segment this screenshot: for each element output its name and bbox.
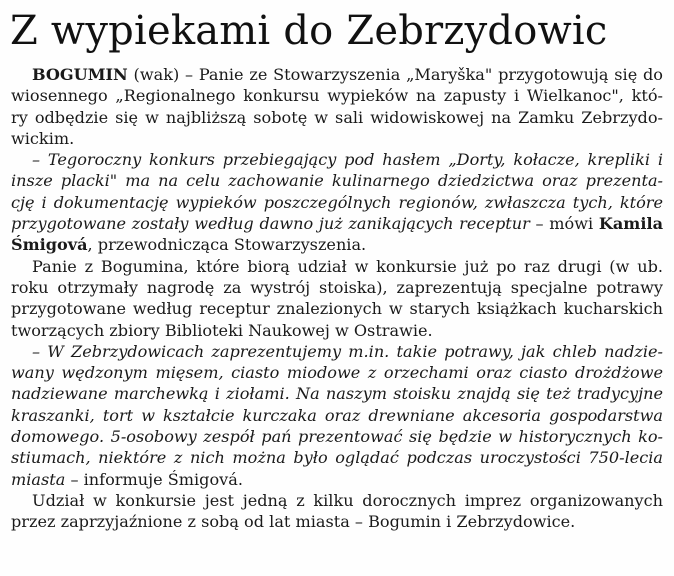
article-line bbox=[11, 469, 663, 490]
text-run: kraszanki, tort w kształcie kurczaka oraz drewniane akcesoria gospodarstwa bbox=[11, 405, 663, 425]
article-paragraph bbox=[11, 64, 663, 149]
text-run: (wak) – Panie ze Stowarzyszenia „Maryška" przygotowują się do bbox=[127, 65, 663, 84]
article-line bbox=[11, 170, 663, 191]
article-line bbox=[11, 149, 663, 170]
bold-text: BOGUMIN bbox=[32, 65, 128, 84]
text-run: wiosennego „Regionalnego konkursu wypieków na zapusty i Wielkanoc", któ- bbox=[11, 86, 663, 106]
text-run: przygotowane zostały według dawno już zanikających receptur bbox=[11, 214, 530, 234]
text-run: , przewodnicząca Stowarzyszenia. bbox=[87, 235, 367, 255]
article-line bbox=[11, 234, 663, 255]
text-run: – informuje Śmigová. bbox=[65, 469, 243, 489]
text-run: wickim. bbox=[11, 128, 75, 148]
article-line bbox=[11, 298, 663, 319]
article-paragraph bbox=[11, 256, 663, 341]
article-line bbox=[11, 341, 663, 362]
article-line bbox=[11, 511, 663, 532]
article-line bbox=[11, 447, 663, 468]
bold-text: Śmigová bbox=[11, 235, 88, 255]
article-line bbox=[11, 277, 663, 298]
article-line bbox=[11, 85, 663, 106]
text-run: stiumach, niektóre z nich można było oglądać podczas uroczystości 750-lecia bbox=[11, 448, 663, 468]
text-run: ry odbędzie się w najbliższą sobotę w sali widowiskowej na Zamku Zebrzydo- bbox=[11, 107, 663, 127]
text-run: Udział w konkursie jest jedną z kilku dorocznych imprez organizowanych bbox=[32, 490, 663, 510]
text-run: przygotowane według receptur znalezionych w starych książkach kucharskich bbox=[11, 299, 663, 319]
article-line bbox=[11, 405, 663, 426]
article-headline: Z wypiekami do Zebrzydowic bbox=[10, 8, 608, 54]
article-line bbox=[11, 256, 663, 277]
text-run: – Tegoroczny konkurs przebiegający pod hasłem „Dorty, kołacze, krepliki i bbox=[32, 150, 663, 170]
text-run: miasta bbox=[11, 469, 66, 489]
article-line bbox=[11, 490, 663, 511]
text-run: Panie z Bogumina, które biorą udział w konkursie już po raz drugi (w ub. bbox=[32, 256, 663, 276]
article-line bbox=[11, 426, 663, 447]
text-run: tworzących zbiory Biblioteki Naukowej w Ostrawie. bbox=[11, 320, 433, 340]
article-line bbox=[11, 128, 663, 149]
text-run: przez zaprzyjaźnione z sobą od lat miasta – Bogumin i Zebrzydowice. bbox=[11, 512, 576, 532]
article-line bbox=[11, 383, 663, 404]
article-paragraph bbox=[11, 490, 663, 533]
article-line bbox=[11, 107, 663, 128]
article-paragraph bbox=[11, 341, 663, 490]
text-run: – mówi bbox=[529, 214, 599, 234]
article-paragraph bbox=[11, 149, 663, 255]
article-body bbox=[11, 64, 663, 533]
article-line bbox=[11, 192, 663, 213]
bold-text: Kamila bbox=[598, 214, 663, 234]
text-run: insze placki" ma na celu zachowanie kulinarnego dziedzictwa oraz prezenta- bbox=[11, 171, 663, 191]
article-line bbox=[11, 320, 663, 341]
article-line bbox=[11, 213, 663, 234]
text-run: roku otrzymały nagrodę za wystrój stoiska), zaprezentują specjalne potrawy bbox=[11, 277, 663, 297]
article-line bbox=[11, 362, 663, 383]
text-run: wany wędzonym mięsem, ciasto miodowe z orzechami oraz ciasto drożdżowe bbox=[11, 363, 663, 383]
text-run: cję i dokumentację wypieków poszczególnych regionów, zwłaszcza tych, które bbox=[11, 192, 663, 212]
text-run: domowego. 5-osobowy zespół pań prezentować się będzie w historycznych ko- bbox=[11, 427, 663, 447]
text-run: nadziewane marchewką i ziołami. Na naszym stoisku znajdą się też tradycyjne bbox=[11, 384, 663, 404]
article-line bbox=[11, 64, 663, 85]
text-run: – W Zebrzydowicach zaprezentujemy m.in. takie potrawy, jak chleb nadzie- bbox=[32, 341, 663, 361]
